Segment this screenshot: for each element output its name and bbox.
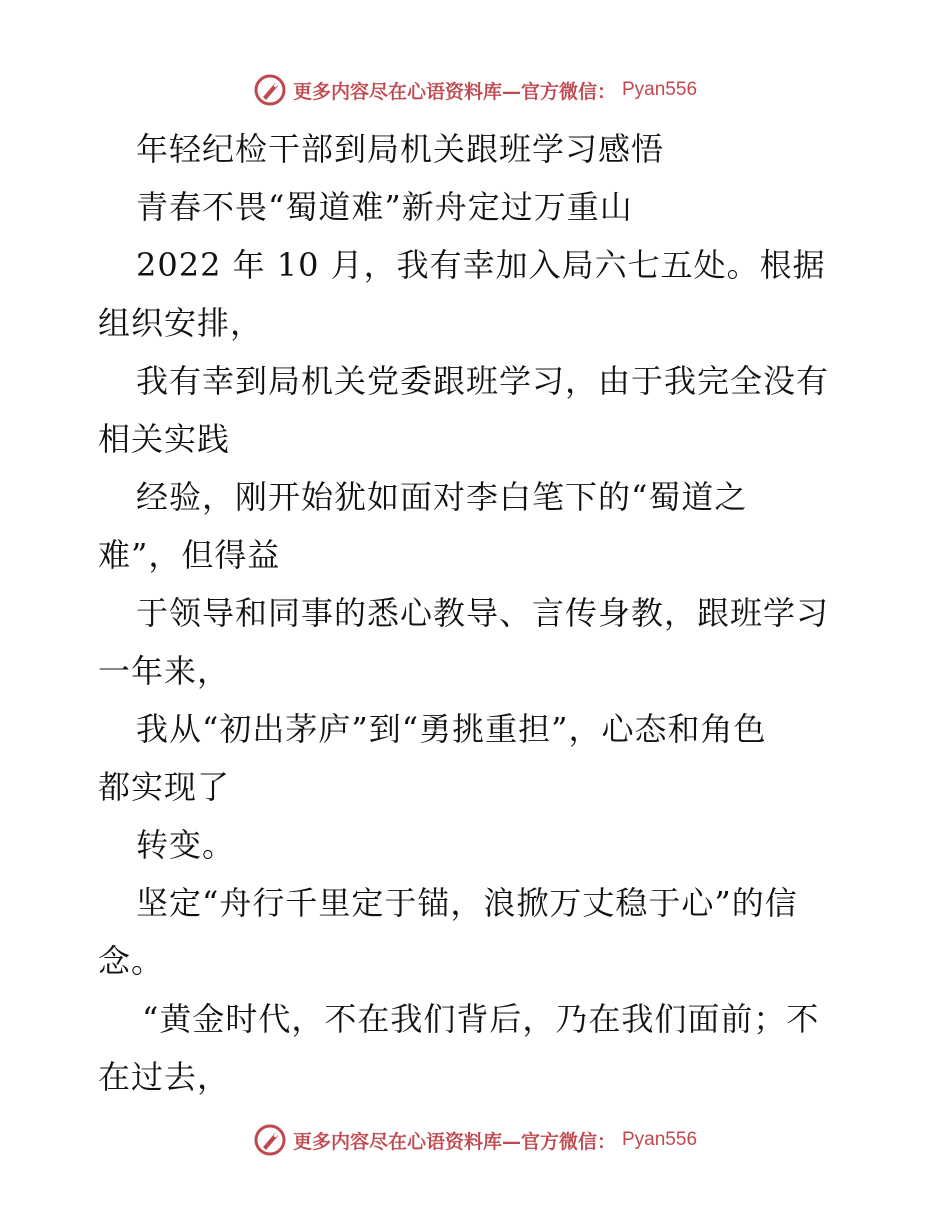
document-body (98, 120, 858, 1106)
paragraph-line: 组织安排， (98, 304, 264, 342)
document-title: 年轻纪检干部到局机关跟班学习感悟 (136, 130, 665, 168)
pen-nib-logo-icon (253, 1123, 287, 1157)
paragraph-line: 转变。 (136, 826, 236, 864)
paragraph-line: 坚定“舟行千里定于锚，浪掀万丈稳于心”的信 (136, 884, 798, 922)
paragraph-line: 难”，但得益 (98, 536, 281, 574)
footer-watermark-banner (0, 1120, 950, 1160)
paragraph-line: 念。 (98, 942, 165, 980)
paragraph-line: 都实现了 (98, 768, 231, 806)
paragraph-line: 我从“初出茅庐”到“勇挑重担”，心态和角色 (136, 710, 767, 748)
paragraph-line: 一年来， (98, 652, 231, 690)
paragraph-line: 经验，刚开始犹如面对李白笔下的“蜀道之 (136, 478, 748, 516)
paragraph-line: 在过去， (98, 1058, 231, 1096)
paragraph-line: 2022 年 10 月，我有幸加入局六七五处。根据 (136, 246, 826, 284)
banner-wechat-id: Pyan556 (622, 79, 698, 100)
paragraph-line: 于领导和同事的悉心教导、言传身教，跟班学习 (136, 594, 830, 632)
paragraph-line: “黄金时代，不在我们背后，乃在我们面前；不 (142, 1000, 820, 1038)
pen-nib-logo-icon (253, 73, 287, 107)
paragraph-line: 我有幸到局机关党委跟班学习，由于我完全没有 (136, 362, 830, 400)
header-watermark-banner (0, 70, 950, 110)
document-subtitle: 青春不畏“蜀道难”新舟定过万重山 (136, 188, 633, 226)
paragraph-line: 相关实践 (98, 420, 231, 458)
banner-text: 更多内容尽在心语资料库—官方微信： (292, 80, 616, 103)
banner-text: 更多内容尽在心语资料库—官方微信： (292, 1130, 616, 1153)
banner-wechat-id: Pyan556 (622, 1129, 698, 1150)
